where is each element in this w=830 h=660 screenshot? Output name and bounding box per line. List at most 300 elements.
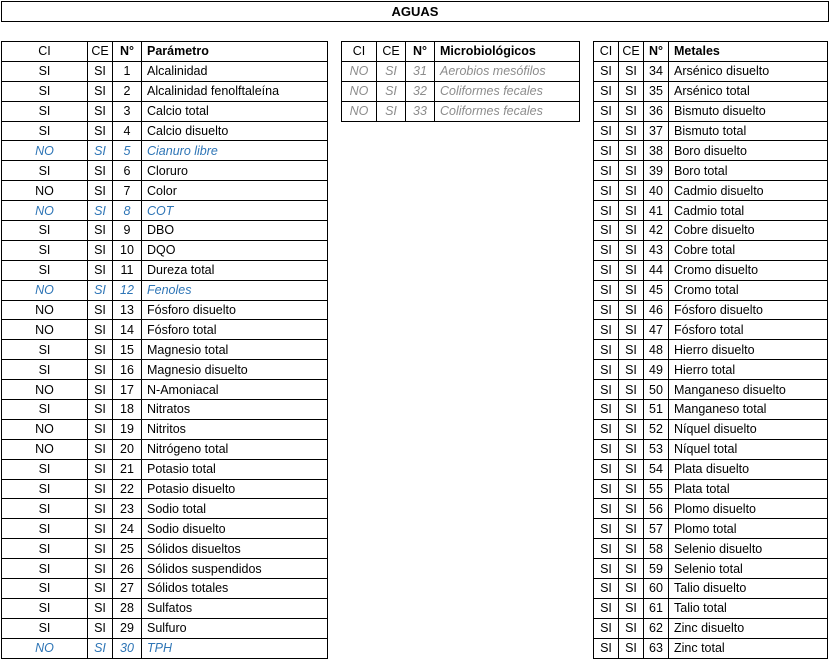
number-cell: 44: [644, 260, 669, 280]
table-row: [2, 221, 328, 241]
number-cell: 32: [406, 81, 435, 101]
parameter-cell: Coliformes fecales: [435, 101, 580, 121]
ci-cell: SI: [2, 499, 88, 519]
ce-cell: SI: [619, 400, 644, 420]
parametros-table: [1, 41, 328, 659]
parameter-cell: TPH: [142, 638, 328, 658]
parameter-cell: Alcalinidad fenolftaleína: [142, 81, 328, 101]
table-row: [594, 240, 828, 260]
parameter-cell: Fenoles: [142, 280, 328, 300]
ce-cell: SI: [88, 638, 113, 658]
parameter-cell: Alcalinidad: [142, 61, 328, 81]
ci-cell: SI: [594, 598, 619, 618]
parameter-cell: Sólidos disueltos: [142, 539, 328, 559]
header-ce: CE: [88, 42, 113, 62]
parameter-cell: Cianuro libre: [142, 141, 328, 161]
parameter-cell: Hierro total: [669, 360, 828, 380]
number-cell: 55: [644, 479, 669, 499]
ce-cell: SI: [88, 221, 113, 241]
parameter-cell: Talio disuelto: [669, 579, 828, 599]
ci-cell: SI: [594, 121, 619, 141]
header-parametro: Parámetro: [142, 42, 328, 62]
table-row: [2, 519, 328, 539]
ci-cell: SI: [2, 479, 88, 499]
ce-cell: SI: [88, 81, 113, 101]
table-row: [594, 141, 828, 161]
number-cell: 36: [644, 101, 669, 121]
number-cell: 11: [113, 260, 142, 280]
ce-cell: SI: [88, 400, 113, 420]
parameter-cell: Selenio total: [669, 559, 828, 579]
table-row: [594, 340, 828, 360]
ci-cell: NO: [342, 81, 377, 101]
ci-cell: NO: [2, 181, 88, 201]
number-cell: 41: [644, 201, 669, 221]
table-row: [594, 519, 828, 539]
number-cell: 62: [644, 618, 669, 638]
ci-cell: SI: [2, 618, 88, 638]
parameter-cell: Potasio disuelto: [142, 479, 328, 499]
parameter-cell: Sólidos suspendidos: [142, 559, 328, 579]
ci-cell: SI: [2, 240, 88, 260]
table-row: [2, 400, 328, 420]
parameter-cell: Plomo disuelto: [669, 499, 828, 519]
number-cell: 63: [644, 638, 669, 658]
table-row: [594, 280, 828, 300]
table-row: [594, 638, 828, 658]
table-row: [2, 598, 328, 618]
ce-cell: SI: [619, 618, 644, 638]
number-cell: 13: [113, 300, 142, 320]
number-cell: 61: [644, 598, 669, 618]
parameter-cell: Nitritos: [142, 419, 328, 439]
parameter-cell: Zinc disuelto: [669, 618, 828, 638]
ci-cell: SI: [594, 499, 619, 519]
ce-cell: SI: [88, 559, 113, 579]
number-cell: 2: [113, 81, 142, 101]
header-ce: CE: [377, 42, 406, 62]
ce-cell: SI: [619, 340, 644, 360]
table-row: [2, 419, 328, 439]
header-ce: CE: [619, 42, 644, 62]
table-row: [594, 400, 828, 420]
ce-cell: SI: [619, 598, 644, 618]
ci-cell: NO: [2, 201, 88, 221]
ci-cell: NO: [2, 300, 88, 320]
number-cell: 1: [113, 61, 142, 81]
parameter-cell: DBO: [142, 221, 328, 241]
table-row: [594, 221, 828, 241]
table-row: [594, 101, 828, 121]
parameter-cell: Fósforo total: [669, 320, 828, 340]
table-row: [2, 320, 328, 340]
parameter-cell: Selenio disuelto: [669, 539, 828, 559]
number-cell: 10: [113, 240, 142, 260]
ce-cell: SI: [88, 320, 113, 340]
ce-cell: SI: [88, 101, 113, 121]
ce-cell: SI: [88, 280, 113, 300]
table-row: [594, 380, 828, 400]
table-row: [594, 579, 828, 599]
ce-cell: SI: [377, 81, 406, 101]
ci-cell: SI: [594, 539, 619, 559]
ce-cell: SI: [619, 579, 644, 599]
parameter-cell: DQO: [142, 240, 328, 260]
number-cell: 57: [644, 519, 669, 539]
ci-cell: SI: [594, 141, 619, 161]
ci-cell: NO: [2, 320, 88, 340]
ci-cell: SI: [2, 519, 88, 539]
table-row: [2, 141, 328, 161]
number-cell: 46: [644, 300, 669, 320]
table-row: [594, 559, 828, 579]
parameter-cell: Plata disuelto: [669, 459, 828, 479]
ce-cell: SI: [619, 360, 644, 380]
header-ci: CI: [2, 42, 88, 62]
number-cell: 33: [406, 101, 435, 121]
number-cell: 9: [113, 221, 142, 241]
ce-cell: SI: [88, 479, 113, 499]
ci-cell: NO: [2, 141, 88, 161]
ci-cell: SI: [594, 181, 619, 201]
number-cell: 29: [113, 618, 142, 638]
ce-cell: SI: [88, 598, 113, 618]
ce-cell: SI: [88, 519, 113, 539]
ci-cell: SI: [2, 360, 88, 380]
ce-cell: SI: [619, 539, 644, 559]
number-cell: 5: [113, 141, 142, 161]
header-metales: Metales: [669, 42, 828, 62]
parameter-cell: Sulfatos: [142, 598, 328, 618]
table-row: [2, 459, 328, 479]
ci-cell: SI: [594, 221, 619, 241]
ci-cell: SI: [2, 221, 88, 241]
parameter-cell: Bismuto disuelto: [669, 101, 828, 121]
ce-cell: SI: [619, 519, 644, 539]
number-cell: 21: [113, 459, 142, 479]
table-row: [594, 598, 828, 618]
ce-cell: SI: [619, 479, 644, 499]
table-row: [342, 81, 580, 101]
header-ci: CI: [594, 42, 619, 62]
table-row: [594, 479, 828, 499]
ce-cell: SI: [619, 260, 644, 280]
ce-cell: SI: [88, 61, 113, 81]
ce-cell: SI: [619, 81, 644, 101]
number-cell: 40: [644, 181, 669, 201]
table-row: [594, 81, 828, 101]
ce-cell: SI: [619, 101, 644, 121]
ci-cell: SI: [594, 201, 619, 221]
table-row: [594, 260, 828, 280]
ce-cell: SI: [619, 181, 644, 201]
parameter-cell: Hierro disuelto: [669, 340, 828, 360]
parameter-cell: Nitratos: [142, 400, 328, 420]
ce-cell: SI: [619, 201, 644, 221]
parameter-cell: Cromo total: [669, 280, 828, 300]
number-cell: 24: [113, 519, 142, 539]
ce-cell: SI: [88, 240, 113, 260]
ci-cell: SI: [594, 459, 619, 479]
ce-cell: SI: [619, 300, 644, 320]
number-cell: 38: [644, 141, 669, 161]
table-row: [594, 61, 828, 81]
metales-table: [593, 41, 828, 659]
parameter-cell: Sólidos totales: [142, 579, 328, 599]
table-row: [594, 499, 828, 519]
number-cell: 23: [113, 499, 142, 519]
ce-cell: SI: [88, 439, 113, 459]
number-cell: 47: [644, 320, 669, 340]
ce-cell: SI: [88, 141, 113, 161]
table-row: [594, 201, 828, 221]
microbiologicos-table: [341, 41, 580, 122]
ce-cell: SI: [619, 240, 644, 260]
parameter-cell: Bismuto total: [669, 121, 828, 141]
ci-cell: SI: [594, 618, 619, 638]
ce-cell: SI: [88, 340, 113, 360]
ce-cell: SI: [619, 221, 644, 241]
table-row: [594, 539, 828, 559]
parameter-cell: Cromo disuelto: [669, 260, 828, 280]
number-cell: 59: [644, 559, 669, 579]
ce-cell: SI: [88, 380, 113, 400]
table-row: [2, 539, 328, 559]
table-row: [2, 360, 328, 380]
table-row: [594, 121, 828, 141]
number-cell: 14: [113, 320, 142, 340]
ci-cell: SI: [594, 360, 619, 380]
parameter-cell: Níquel disuelto: [669, 419, 828, 439]
number-cell: 39: [644, 161, 669, 181]
parameter-cell: Aerobios mesófilos: [435, 61, 580, 81]
ce-cell: SI: [619, 320, 644, 340]
number-cell: 12: [113, 280, 142, 300]
number-cell: 60: [644, 579, 669, 599]
header-n: N°: [113, 42, 142, 62]
parameter-cell: Nitrógeno total: [142, 439, 328, 459]
table-row: [594, 459, 828, 479]
table-row: [2, 618, 328, 638]
ce-cell: SI: [619, 121, 644, 141]
header-row: [594, 42, 828, 62]
table-row: [594, 161, 828, 181]
ce-cell: SI: [619, 439, 644, 459]
parameter-cell: Potasio total: [142, 459, 328, 479]
ci-cell: SI: [594, 479, 619, 499]
parameter-cell: Fósforo disuelto: [669, 300, 828, 320]
ce-cell: SI: [88, 579, 113, 599]
ci-cell: SI: [594, 559, 619, 579]
number-cell: 27: [113, 579, 142, 599]
number-cell: 35: [644, 81, 669, 101]
ci-cell: SI: [2, 598, 88, 618]
table-row: [2, 260, 328, 280]
parameter-cell: Calcio disuelto: [142, 121, 328, 141]
ci-cell: NO: [2, 439, 88, 459]
ci-cell: SI: [594, 161, 619, 181]
ci-cell: SI: [594, 260, 619, 280]
ci-cell: SI: [594, 638, 619, 658]
number-cell: 17: [113, 380, 142, 400]
ce-cell: SI: [88, 419, 113, 439]
number-cell: 15: [113, 340, 142, 360]
parameter-cell: Arsénico disuelto: [669, 61, 828, 81]
number-cell: 43: [644, 240, 669, 260]
parameter-cell: Calcio total: [142, 101, 328, 121]
ce-cell: SI: [88, 181, 113, 201]
ce-cell: SI: [377, 101, 406, 121]
ci-cell: NO: [2, 419, 88, 439]
parameter-cell: Color: [142, 181, 328, 201]
ci-cell: SI: [594, 240, 619, 260]
ci-cell: SI: [594, 300, 619, 320]
number-cell: 26: [113, 559, 142, 579]
ci-cell: SI: [2, 161, 88, 181]
header-n: N°: [644, 42, 669, 62]
ce-cell: SI: [619, 161, 644, 181]
parameter-cell: Níquel total: [669, 439, 828, 459]
ce-cell: SI: [88, 459, 113, 479]
table-row: [594, 320, 828, 340]
ci-cell: SI: [594, 61, 619, 81]
number-cell: 58: [644, 539, 669, 559]
ci-cell: NO: [342, 101, 377, 121]
table-row: [2, 579, 328, 599]
parameter-cell: Cloruro: [142, 161, 328, 181]
parameter-cell: Cobre total: [669, 240, 828, 260]
ci-cell: SI: [594, 340, 619, 360]
ce-cell: SI: [619, 280, 644, 300]
number-cell: 7: [113, 181, 142, 201]
parameter-cell: Boro disuelto: [669, 141, 828, 161]
table-row: [2, 559, 328, 579]
ci-cell: SI: [594, 101, 619, 121]
ce-cell: SI: [88, 300, 113, 320]
table-row: [594, 360, 828, 380]
parameter-cell: Manganeso disuelto: [669, 380, 828, 400]
number-cell: 31: [406, 61, 435, 81]
table-row: [2, 499, 328, 519]
ci-cell: SI: [2, 340, 88, 360]
table-row: [594, 618, 828, 638]
table-row: [2, 81, 328, 101]
parameter-cell: Magnesio total: [142, 340, 328, 360]
number-cell: 51: [644, 400, 669, 420]
table-row: [594, 419, 828, 439]
ci-cell: SI: [2, 459, 88, 479]
parameter-cell: Fósforo total: [142, 320, 328, 340]
ci-cell: SI: [594, 400, 619, 420]
number-cell: 3: [113, 101, 142, 121]
ci-cell: NO: [2, 638, 88, 658]
ce-cell: SI: [88, 121, 113, 141]
table-row: [2, 181, 328, 201]
ce-cell: SI: [619, 380, 644, 400]
number-cell: 25: [113, 539, 142, 559]
parameter-cell: Manganeso total: [669, 400, 828, 420]
number-cell: 52: [644, 419, 669, 439]
table-row: [594, 181, 828, 201]
ci-cell: NO: [2, 280, 88, 300]
number-cell: 16: [113, 360, 142, 380]
parameter-cell: Zinc total: [669, 638, 828, 658]
ci-cell: SI: [2, 260, 88, 280]
ce-cell: SI: [619, 419, 644, 439]
number-cell: 4: [113, 121, 142, 141]
ci-cell: NO: [342, 61, 377, 81]
header-n: N°: [406, 42, 435, 62]
parameter-cell: N-Amoniacal: [142, 380, 328, 400]
number-cell: 42: [644, 221, 669, 241]
table-row: [594, 300, 828, 320]
parameter-cell: Magnesio disuelto: [142, 360, 328, 380]
table-row: [2, 121, 328, 141]
number-cell: 49: [644, 360, 669, 380]
parameter-cell: Talio total: [669, 598, 828, 618]
ci-cell: SI: [2, 81, 88, 101]
ci-cell: SI: [2, 121, 88, 141]
header-ci: CI: [342, 42, 377, 62]
ce-cell: SI: [619, 459, 644, 479]
number-cell: 53: [644, 439, 669, 459]
ce-cell: SI: [88, 618, 113, 638]
number-cell: 54: [644, 459, 669, 479]
ci-cell: SI: [594, 579, 619, 599]
ce-cell: SI: [88, 360, 113, 380]
table-row: [342, 61, 580, 81]
ci-cell: SI: [2, 559, 88, 579]
ci-cell: SI: [2, 539, 88, 559]
ci-cell: SI: [2, 400, 88, 420]
ce-cell: SI: [88, 260, 113, 280]
number-cell: 18: [113, 400, 142, 420]
parameter-cell: Sulfuro: [142, 618, 328, 638]
number-cell: 6: [113, 161, 142, 181]
number-cell: 22: [113, 479, 142, 499]
number-cell: 45: [644, 280, 669, 300]
parameter-cell: Cadmio disuelto: [669, 181, 828, 201]
ce-cell: SI: [377, 61, 406, 81]
ci-cell: SI: [594, 419, 619, 439]
table-row: [2, 240, 328, 260]
table-row: [2, 300, 328, 320]
ci-cell: SI: [594, 81, 619, 101]
number-cell: 19: [113, 419, 142, 439]
ce-cell: SI: [619, 499, 644, 519]
parameter-cell: COT: [142, 201, 328, 221]
header-microbiologicos: Microbiológicos: [435, 42, 580, 62]
ce-cell: SI: [619, 141, 644, 161]
ce-cell: SI: [619, 559, 644, 579]
number-cell: 48: [644, 340, 669, 360]
ci-cell: SI: [2, 101, 88, 121]
table-row: [2, 161, 328, 181]
ci-cell: SI: [2, 579, 88, 599]
header-row: [2, 42, 328, 62]
number-cell: 56: [644, 499, 669, 519]
ce-cell: SI: [88, 161, 113, 181]
table-row: [2, 479, 328, 499]
number-cell: 20: [113, 439, 142, 459]
ci-cell: SI: [2, 61, 88, 81]
parameter-cell: Sodio disuelto: [142, 519, 328, 539]
number-cell: 34: [644, 61, 669, 81]
ci-cell: SI: [594, 519, 619, 539]
parameter-cell: Boro total: [669, 161, 828, 181]
ce-cell: SI: [619, 61, 644, 81]
number-cell: 37: [644, 121, 669, 141]
